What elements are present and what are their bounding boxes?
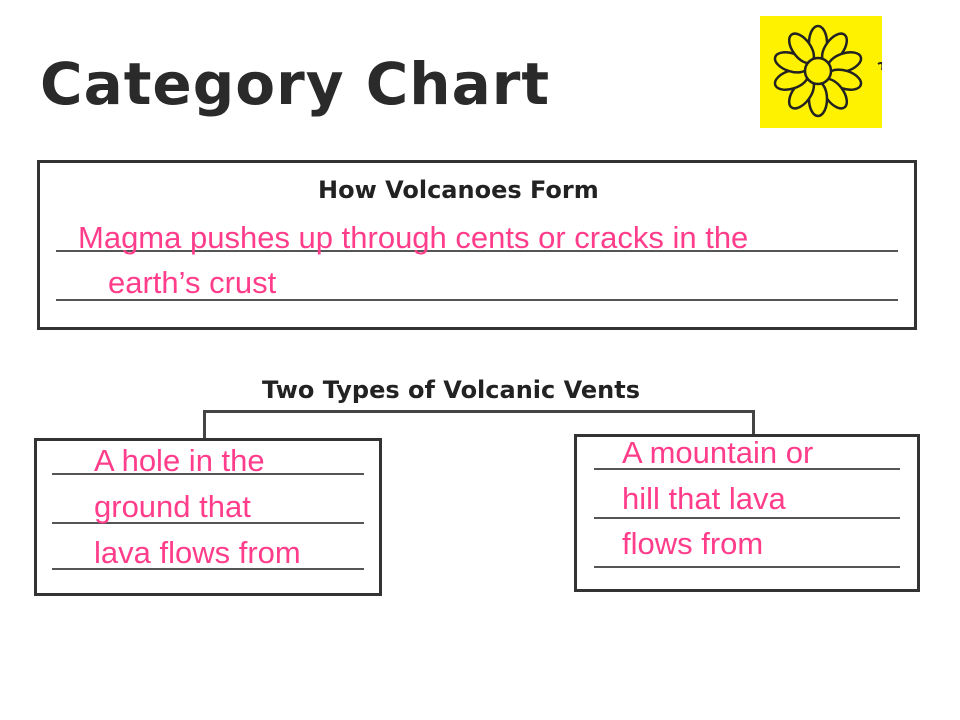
vent-right-line3: flows from xyxy=(622,526,764,561)
how-volcanoes-form-answer-line2: earth’s crust xyxy=(108,265,277,300)
how-volcanoes-form-heading: How Volcanoes Form xyxy=(318,176,599,204)
volcanic-vents-heading: Two Types of Volcanic Vents xyxy=(262,376,640,404)
flower-decoration xyxy=(760,16,882,128)
flower-icon xyxy=(760,16,882,128)
vent-left-line3: lava flows from xyxy=(94,535,301,570)
vent-left-line2: ground that xyxy=(94,489,251,524)
vent-left-line1: A hole in the xyxy=(94,443,265,478)
how-volcanoes-form-answer-line1: Magma pushes up through cents or cracks in the xyxy=(78,220,749,255)
page-title: Category Chart xyxy=(40,50,551,118)
vent-right-line1: A mountain or xyxy=(622,435,814,470)
vent-right-line2: hill that lava xyxy=(622,481,786,516)
